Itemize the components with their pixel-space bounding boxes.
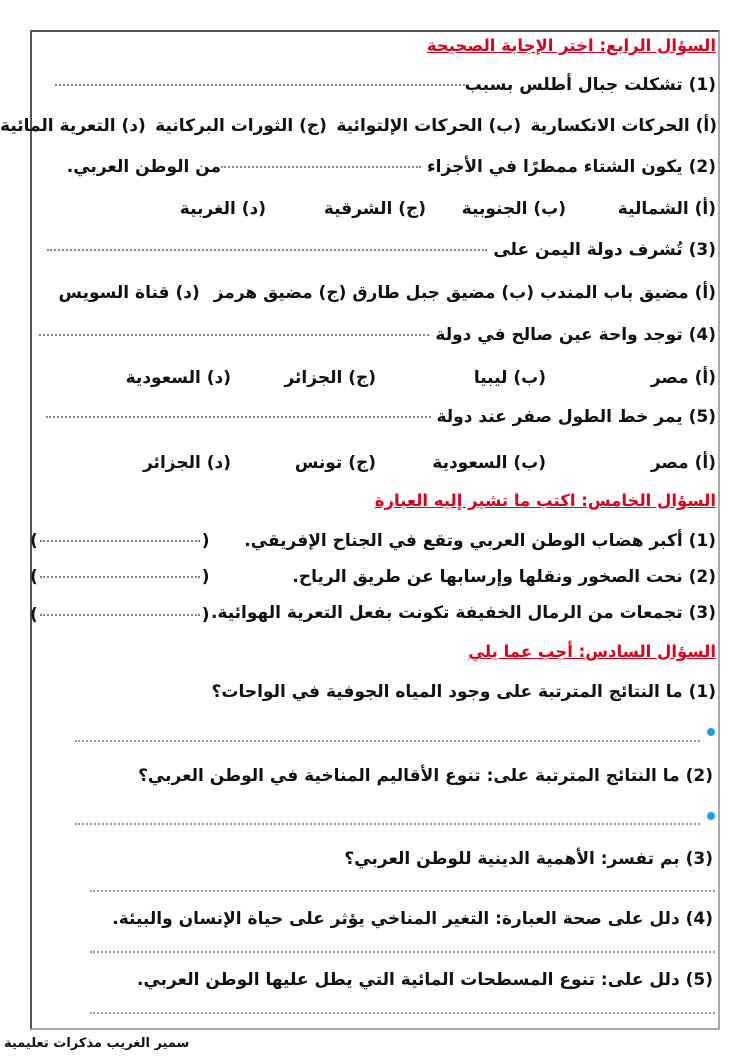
- q5-answer-1[interactable]: [30, 529, 210, 553]
- option-b[interactable]: (ب) الحركات الإلتوائية: [336, 116, 522, 136]
- section-title-q6: السؤال السادس: أجب عما يلي: [468, 642, 716, 661]
- option-a[interactable]: (أ) مضيق باب المندب: [540, 283, 716, 303]
- item-text: ما النتائج المترتبة على وجود المياه الجوفية في الواحات؟: [211, 682, 683, 702]
- close-paren: ): [201, 567, 210, 587]
- option-a[interactable]: (أ) مصر: [650, 368, 716, 388]
- item-text: يكون الشتاء ممطرًا في الأجزاء: [426, 157, 683, 177]
- footer-credit: سمير الغريب مذكرات تعليمية: [4, 1036, 190, 1051]
- item-number: (5): [688, 407, 716, 427]
- bullet-icon: [707, 728, 715, 736]
- answer-blank[interactable]: [39, 334, 429, 336]
- q4-item-4-options: [126, 366, 716, 390]
- item-text: دلل على صحة العبارة: التغير المناخي يؤثر على حياة الإنسان والبيئة.: [112, 909, 680, 929]
- option-a[interactable]: (أ) مصر: [650, 453, 716, 473]
- q4-item-3-options: [59, 281, 716, 305]
- item-text: بم تفسر: الأهمية الدينية للوطن العربي؟: [344, 849, 680, 869]
- q6-answer-3-line[interactable]: [90, 890, 715, 892]
- q4-item-5-options: [143, 451, 716, 475]
- option-d[interactable]: (د) الغربية: [179, 199, 266, 219]
- q6-item-3: [344, 847, 713, 871]
- open-paren: (: [30, 605, 38, 625]
- q6-item-5: [137, 968, 713, 992]
- q4-item-2-options: [180, 197, 716, 221]
- q5-item-1: [244, 529, 716, 553]
- option-d[interactable]: (د) التعرية المائية: [0, 116, 146, 136]
- q6-answer-4-line[interactable]: [90, 951, 715, 953]
- close-paren: ): [201, 531, 210, 551]
- item-number: (3): [688, 603, 716, 623]
- answer-blank[interactable]: [55, 84, 465, 86]
- option-b[interactable]: (ب) ليبيا: [473, 368, 546, 388]
- item-text: دلل على: تنوع المسطحات المائية التي يطل عليها الوطن العربي.: [137, 970, 680, 990]
- q4-item-1: [55, 73, 716, 97]
- q4-item-2: [67, 155, 716, 179]
- option-d[interactable]: (د) قناة السويس: [58, 283, 200, 303]
- item-number: (5): [685, 970, 713, 990]
- q5-answer-2[interactable]: [30, 565, 210, 589]
- answer-blank[interactable]: [40, 576, 200, 578]
- item-text: نحت الصخور ونقلها وإرسابها عن طريق الرياح.: [292, 567, 683, 587]
- q6-item-2: [138, 764, 713, 788]
- answer-blank[interactable]: [221, 166, 421, 168]
- item-text: ما النتائج المترتبة على: تنوع الأقاليم المناخية في الوطن العربي؟: [138, 766, 680, 786]
- item-text: تشكلت جبال أطلس بسبب: [464, 75, 683, 95]
- option-d[interactable]: (د) الجزائر: [142, 453, 231, 473]
- close-paren: ): [201, 605, 210, 625]
- item-text: يمر خط الطول صفر عند دولة: [436, 407, 683, 427]
- answer-blank[interactable]: [40, 540, 200, 542]
- answer-blank[interactable]: [47, 249, 487, 251]
- option-c[interactable]: (ج) الثورات البركانية: [155, 116, 327, 136]
- item-number: (1): [688, 75, 716, 95]
- item-text: تُشرف دولة اليمن على: [493, 240, 683, 260]
- item-number: (3): [685, 849, 713, 869]
- option-b[interactable]: (ب) الجنوبية: [461, 199, 566, 219]
- item-number: (4): [685, 909, 713, 929]
- item-number: (3): [688, 240, 716, 260]
- open-paren: (: [30, 531, 38, 551]
- item-number: (2): [685, 766, 713, 786]
- q6-item-1: [212, 680, 716, 704]
- q4-item-3: [47, 238, 716, 262]
- q4-item-5: [46, 405, 716, 429]
- item-number: (2): [688, 157, 716, 177]
- option-c[interactable]: (ج) الجزائر: [284, 368, 376, 388]
- option-c[interactable]: (ج) مضيق هرمز: [213, 283, 347, 303]
- answer-blank[interactable]: [46, 416, 431, 418]
- item-number: (1): [688, 682, 716, 702]
- option-a[interactable]: (أ) الحركات الانكسارية: [530, 116, 717, 136]
- bullet-icon: [707, 812, 715, 820]
- option-b[interactable]: (ب) السعودية: [432, 453, 546, 473]
- item-text: توجد واحة عين صالح في دولة: [435, 325, 683, 345]
- section-title-q5: السؤال الخامس: اكتب ما تشير إليه العبارة: [374, 491, 716, 510]
- option-d[interactable]: (د) السعودية: [125, 368, 231, 388]
- q6-answer-2-line[interactable]: [75, 823, 700, 825]
- item-text-end: من الوطن العربي.: [66, 157, 222, 177]
- q6-answer-5-line[interactable]: [90, 1012, 715, 1014]
- q5-item-2: [292, 565, 716, 589]
- item-number: (2): [688, 567, 716, 587]
- open-paren: (: [30, 567, 38, 587]
- q6-answer-1-line[interactable]: [75, 740, 700, 742]
- option-c[interactable]: (ج) الشرقية: [323, 199, 426, 219]
- q4-item-1-options: [0, 114, 717, 138]
- option-b[interactable]: (ب) مضيق جبل طارق: [352, 283, 535, 303]
- q4-item-4: [39, 323, 716, 347]
- item-number: (4): [688, 325, 716, 345]
- item-text: تجمعات من الرمال الخفيفة تكونت بفعل التعرية الهوائية.: [210, 603, 683, 623]
- option-a[interactable]: (أ) الشمالية: [617, 199, 716, 219]
- answer-blank[interactable]: [40, 614, 200, 616]
- item-text: أكبر هضاب الوطن العربي وتقع في الجناح الإفريقي.: [244, 531, 683, 551]
- q5-answer-3[interactable]: [30, 603, 210, 627]
- q6-item-4: [112, 907, 713, 931]
- option-c[interactable]: (ج) تونس: [294, 453, 376, 473]
- item-number: (1): [688, 531, 716, 551]
- q5-item-3: [211, 601, 716, 625]
- section-title-q4: السؤال الرابع: اختر الإجابة الصحيحة: [426, 36, 716, 55]
